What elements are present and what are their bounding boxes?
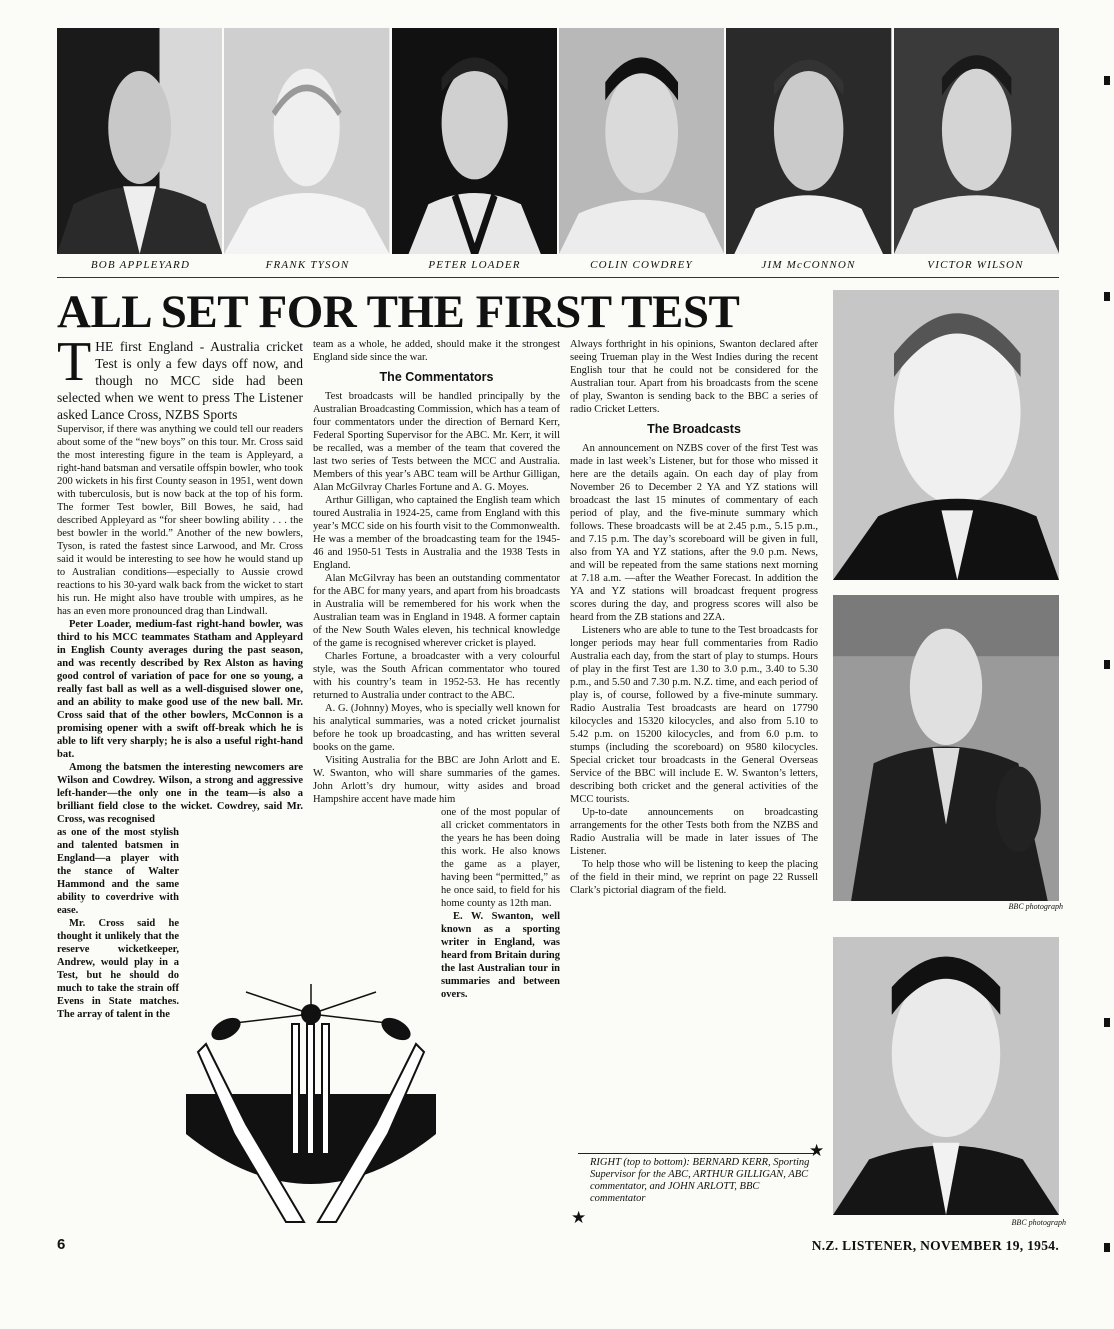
caption-rule xyxy=(578,1153,816,1154)
paragraph: Mr. Cross said he thought it unlikely that the reserve wicketkeeper, Andrew, would play in a Test, but he should do much to take the strain off Evens in State matches. The array of talent in the xyxy=(57,918,179,1020)
paragraph: Visiting Australia for the BBC are John Arlott and E. W. Swanton, who will share summaries of the games. John Arlott’s dry humour, witty asides and broad Hampshire accent have made him xyxy=(313,755,560,805)
paragraph: Charles Fortune, a broadcaster with a very colourful style, was the South African commentator who toured with his country’s team in 1952-53. He has recently returned to Australia under contract to the ABC. xyxy=(313,651,560,701)
paragraph: Peter Loader, medium-fast right-hand bowler, was third to his MCC teammates Statham and Appleyard in English County averages during the past season, and was recently described by Rex Alston as having good control of variation of pace for one so young, a really fast ball as well as a well-disguised slower one, and an ability to make good use of the new ball. Mr. Cross said that of the other bowlers, McConnon is a promising opener with a swift off-break which he is able to lift very sharply; he is also a useful right-hand bat. xyxy=(57,619,303,760)
paragraph: Test broadcasts will be handled principally by the Australian Broadcasting Commission, which has a team of four commentators under the direction of Bernard Kerr, Federal Sporting Supervisor for the ABC. Mr. Kerr, it will be recalled, was a member of the team that covered the last two series of Tests between the MCC and Australia. Members of this year’s ABC team will be Arthur Gilligan, Alan McGilvray Charles Fortune and A. G. Moyes. xyxy=(313,391,560,493)
portrait-wilson xyxy=(894,28,1059,254)
star-icon: ★ xyxy=(571,1208,587,1227)
column-3 xyxy=(570,338,818,897)
portrait-appleyard xyxy=(57,28,222,254)
page-number: 6 xyxy=(57,1236,66,1253)
photo-captions xyxy=(57,259,1059,271)
portrait-cowdrey xyxy=(559,28,724,254)
portrait-mcconnon xyxy=(726,28,891,254)
lead-paragraph: THE first England - Australia cricket Test is only a few days off now, and though no MCC side had been selected when we went to press The Listener asked Lance Cross, NZBS Sports xyxy=(57,331,303,422)
paragraph: Up-to-date announcements on broadcasting arrangements for the other Tests both from the NZBS and Radio Australia will be made in later issues of The Listener. xyxy=(570,807,818,857)
caption-loader: PETER LOADER xyxy=(428,259,521,271)
paragraph: To help those who will be listening to keep the placing of the field in their mind, we reprint on page 22 Russell Clark’s pictorial diagram of the field. xyxy=(570,859,818,896)
cricket-illustration xyxy=(186,984,436,1224)
caption-cowdrey: COLIN COWDREY xyxy=(590,259,693,271)
binding-mark xyxy=(1104,1018,1110,1027)
binding-mark xyxy=(1104,292,1110,301)
caption-text: RIGHT (top to bottom): BERNARD KERR, Sporting Supervisor for the ABC, ARTHUR GILLIGAN, ABC commentator, and JOHN ARLOTT, BBC commentator xyxy=(590,1157,810,1204)
paragraph: Alan McGilvray has been an outstanding commentator for the ABC for many years, and apart from his broadcasts in Australia will be remembered for his work when the Australian team was in England in 1948. A former captain of the New South Wales eleven, his technical knowledge of the game is recognised wherever cricket is played. xyxy=(313,573,560,649)
paragraph: E. W. Swanton, well known as a sporting writer in England, was heard from Britain during the last Australian tour in summaries and between overs. xyxy=(441,911,560,1000)
photo-credit: BBC photograph xyxy=(1008,902,1063,911)
photo-strip xyxy=(57,28,1059,260)
star-icon: ★ xyxy=(809,1141,825,1160)
paragraph: An announcement on NZBS cover of the first Test was made in last week’s Listener, but for those who missed it here are the details again. On each day of play from November 26 to December 2 YA and YZ stations will broadcast the last 15 minutes of commentary of each period of play, and the five-minute summary which follows. These broadcasts will be at 2.45 p.m., 5.15 p.m., and 7.15 p.m. The day’s scoreboard will be given in full, also from YA and YZ stations, after the 9.0 p.m. News, and will be repeated from the same stations next morning at 7.18 a.m. —after the Weather Forecast. In addition the YA and YZ stations will broadcast frequent progress scores during the day, and progress scores will also be heard from the ZB stations and 2ZA. xyxy=(570,443,818,623)
photo-arthur-gilligan xyxy=(833,595,1059,901)
binding-mark xyxy=(1104,1243,1110,1252)
photo-john-arlott xyxy=(833,937,1059,1215)
caption-wilson: VICTOR WILSON xyxy=(927,259,1024,271)
paragraph: Among the batsmen the interesting newcomers are Wilson and Cowdrey. Wilson, a strong and aggressive left-hander—the only one in the team—is also a brilliant field close to the wicket. Cowdrey, said Mr. Cross, was recognised xyxy=(57,762,303,825)
paragraph: Always forthright in his opinions, Swanton declared after seeing Trueman play in the West Indies during the recent English tour that he could not be considered for the Australian tour. Apart from his broadcasts from the scene of play, Swanton is sending back to the BBC a series of radio Cricket Letters. xyxy=(570,339,818,415)
photo-credit: BBC photograph xyxy=(1011,1218,1066,1227)
masthead: N.Z. LISTENER, NOVEMBER 19, 1954. xyxy=(811,1238,1059,1253)
column-1 xyxy=(57,331,303,1021)
paragraph: team as a whole, he added, should make it the strongest England side since the war. xyxy=(313,339,560,363)
dropcap: T xyxy=(57,331,92,393)
paragraph: Listeners who are able to tune to the Test broadcasts for longer periods may hear full commentaries from Radio Australia each day, from the start of play to stumps. Hours of play in the first Test are 1.30 to 3.0 p.m., 3.40 to 5.30 p.m., and 5.50 and 7.30 p.m. N.Z. time, and each period of play is, of course, followed by a five-minute summary. Radio Australia Test broadcasts are heard on 17790 kilocycles and 15320 kilocycles, and also from 5.10 to 5.42 p.m. on 15200 kilocycles, and from 6.0 p.m. to stumps (including the scoreboard) on 9580 kilocycles. Special cricket tour broadcasts in the General Overseas Service of the BBC will include E. W. Swanton’s letters, describing both cricket and the general activities of the MCC tourists. xyxy=(570,625,818,805)
caption-appleyard: BOB APPLEYARD xyxy=(90,259,191,271)
subhead-broadcasts: The Broadcasts xyxy=(647,422,741,436)
portrait-tyson xyxy=(224,28,389,254)
divider-rule xyxy=(57,277,1059,278)
caption-box xyxy=(578,1153,816,1205)
photo-bernard-kerr xyxy=(833,290,1059,580)
portrait-loader xyxy=(392,28,557,254)
paragraph: Supervisor, if there was anything we could tell our readers about some of the “new boys” on this tour. Mr. Cross said the most interesting figure in the team is Appleyard, a right-hand batsman and versatile offspin bowler, who took 200 wickets in his first County season in 1951, went down with tuberculosis, but is now back at the top of his form. The former Test bowler, Bill Bowes, he said, had described Appleyard as “for sheer bowling ability . . . the best bowler in the world.” Another of the new bowlers, Tyson, is rated the fastest since Larwood, and Mr. Cross said it would be interesting to see how he would stand up to Australian conditions—especially to Aussie crowd reactions to his 30-yard walk back from the wicket to start his run. He might also have trouble with umpires, as he has an even more pronounced drag than Lindwall. xyxy=(57,424,303,617)
subhead-commentators: The Commentators xyxy=(379,370,494,384)
caption-tyson: FRANK TYSON xyxy=(265,259,350,271)
caption-mcconnon: JIM McCONNON xyxy=(761,259,856,271)
binding-mark xyxy=(1104,76,1110,85)
paragraph: Arthur Gilligan, who captained the English team which toured Australia in 1924-25, came from England with this year’s MCC side on his fourth visit to the Commonwealth. He was a member of the broadcasting team for the 1945-46 and 1950-51 Tests in Australia and the 1938 Tests in England. xyxy=(313,495,560,571)
paragraph: one of the most popular of all cricket commentators in the years he has been doing this work. He also knows the game as a player, having been “permitted,” as he once said, to field for his home county as 12th man. xyxy=(441,807,560,909)
column-2 xyxy=(313,338,560,1001)
headline: ALL SET FOR THE FIRST TEST xyxy=(57,286,740,338)
paragraph: A. G. (Johnny) Moyes, who is specially well known for his analytical summaries, was a noted cricket journalist before he took up broadcasting, and has written several books on the game. xyxy=(313,703,560,753)
paragraph: as one of the most stylish and talented batsmen in England—a player with the stance of Walter Hammond and the same ability to coverdrive with ease. xyxy=(57,827,179,916)
binding-mark xyxy=(1104,660,1110,669)
